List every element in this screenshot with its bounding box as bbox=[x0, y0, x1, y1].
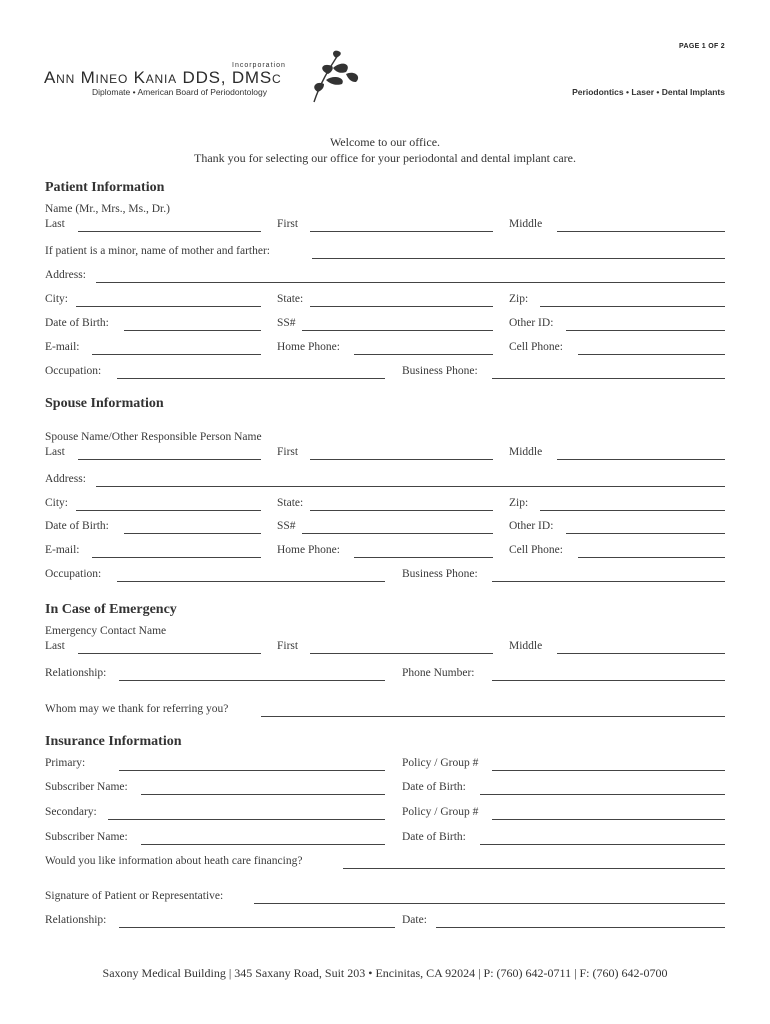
patient-last-label: Last bbox=[45, 218, 65, 230]
patient-section-title: Patient Information bbox=[45, 180, 165, 195]
insurance-dob1-label: Date of Birth: bbox=[402, 781, 466, 793]
spouse-first-label: First bbox=[277, 446, 299, 458]
emergency-relationship-field[interactable] bbox=[119, 680, 385, 681]
spouse-dob-field[interactable] bbox=[124, 533, 261, 534]
patient-dob-label: Date of Birth: bbox=[45, 317, 109, 329]
insurance-subscriber2-field[interactable] bbox=[141, 844, 385, 845]
spouse-ss-label: SS# bbox=[277, 520, 296, 532]
patient-cell-phone-field[interactable] bbox=[578, 354, 725, 355]
patient-email-label: E-mail: bbox=[45, 341, 80, 353]
patient-home-phone-label: Home Phone: bbox=[277, 341, 340, 353]
spouse-other-id-label: Other ID: bbox=[509, 520, 554, 532]
insurance-policy2-field[interactable] bbox=[492, 819, 725, 820]
patient-state-label: State: bbox=[277, 293, 304, 305]
patient-name-prompt: Name (Mr., Mrs., Ms., Dr.) bbox=[45, 203, 170, 215]
emergency-first-label: First bbox=[277, 640, 299, 652]
insurance-subscriber2-label: Subscriber Name: bbox=[45, 831, 128, 843]
emergency-last-label: Last bbox=[45, 640, 65, 652]
spouse-first-field[interactable] bbox=[310, 459, 493, 460]
signer-relationship-field[interactable] bbox=[119, 927, 395, 928]
patient-ss-field[interactable] bbox=[302, 330, 493, 331]
emergency-middle-label: Middle bbox=[509, 640, 543, 652]
insurance-dob1-field[interactable] bbox=[480, 794, 725, 795]
insurance-section-title: Insurance Information bbox=[45, 734, 182, 749]
patient-home-phone-field[interactable] bbox=[354, 354, 493, 355]
spouse-middle-label: Middle bbox=[509, 446, 543, 458]
emergency-relationship-label: Relationship: bbox=[45, 667, 107, 679]
spouse-business-phone-label: Business Phone: bbox=[402, 568, 478, 580]
practice-name: Ann Mineo Kania DDS, DMSc bbox=[44, 68, 282, 87]
patient-first-field[interactable] bbox=[310, 231, 493, 232]
financing-label: Would you like information about heath care financing? bbox=[45, 855, 303, 867]
spouse-section-title: Spouse Information bbox=[45, 396, 164, 411]
patient-business-phone-label: Business Phone: bbox=[402, 365, 478, 377]
date-field[interactable] bbox=[436, 927, 725, 928]
spouse-business-phone-field[interactable] bbox=[492, 581, 725, 582]
patient-address-field[interactable] bbox=[96, 282, 725, 283]
spouse-home-phone-label: Home Phone: bbox=[277, 544, 340, 556]
spouse-occupation-label: Occupation: bbox=[45, 568, 102, 580]
signer-relationship-label: Relationship: bbox=[45, 914, 107, 926]
office-address-footer: Saxony Medical Building | 345 Saxany Road, Suit 203 • Encinitas, CA 92024 | P: (760) 642-0711 | F: (760) 642-0700 bbox=[102, 966, 668, 980]
referral-field[interactable] bbox=[261, 716, 725, 717]
insurance-secondary-label: Secondary: bbox=[45, 806, 97, 818]
incorporation-label: Incorporation bbox=[232, 62, 286, 69]
patient-middle-label: Middle bbox=[509, 218, 543, 230]
spouse-dob-label: Date of Birth: bbox=[45, 520, 109, 532]
spouse-email-field[interactable] bbox=[92, 557, 261, 558]
patient-middle-field[interactable] bbox=[557, 231, 725, 232]
spouse-home-phone-field[interactable] bbox=[354, 557, 493, 558]
spouse-city-field[interactable] bbox=[76, 510, 261, 511]
patient-state-field[interactable] bbox=[310, 306, 493, 307]
patient-minor-field[interactable] bbox=[312, 258, 725, 259]
spouse-last-field[interactable] bbox=[78, 459, 261, 460]
spouse-middle-field[interactable] bbox=[557, 459, 725, 460]
spouse-city-label: City: bbox=[45, 497, 69, 509]
page-number: PAGE 1 OF 2 bbox=[679, 43, 725, 50]
patient-zip-field[interactable] bbox=[540, 306, 725, 307]
emergency-phone-label: Phone Number: bbox=[402, 667, 475, 679]
patient-other-id-label: Other ID: bbox=[509, 317, 554, 329]
insurance-policy2-label: Policy / Group # bbox=[402, 806, 479, 818]
insurance-dob2-field[interactable] bbox=[480, 844, 725, 845]
spouse-email-label: E-mail: bbox=[45, 544, 80, 556]
thanks-text: Thank you for selecting our office for your periodontal and dental implant care. bbox=[194, 151, 576, 165]
specialties-tagline: Periodontics • Laser • Dental Implants bbox=[572, 87, 725, 97]
spouse-cell-phone-field[interactable] bbox=[578, 557, 725, 558]
patient-occupation-label: Occupation: bbox=[45, 365, 102, 377]
patient-zip-label: Zip: bbox=[509, 293, 529, 305]
patient-first-label: First bbox=[277, 218, 299, 230]
date-label: Date: bbox=[402, 914, 427, 926]
patient-minor-label: If patient is a minor, name of mother and farther: bbox=[45, 245, 270, 257]
referral-label: Whom may we thank for referring you? bbox=[45, 703, 229, 715]
signature-label: Signature of Patient or Representative: bbox=[45, 890, 224, 902]
insurance-policy1-label: Policy / Group # bbox=[402, 757, 479, 769]
patient-city-field[interactable] bbox=[76, 306, 261, 307]
spouse-state-field[interactable] bbox=[310, 510, 493, 511]
emergency-last-field[interactable] bbox=[78, 653, 261, 654]
signature-field[interactable] bbox=[254, 903, 725, 904]
spouse-zip-label: Zip: bbox=[509, 497, 529, 509]
insurance-primary-field[interactable] bbox=[119, 770, 385, 771]
patient-occupation-field[interactable] bbox=[117, 378, 385, 379]
patient-address-label: Address: bbox=[45, 269, 86, 281]
spouse-state-label: State: bbox=[277, 497, 304, 509]
patient-dob-field[interactable] bbox=[124, 330, 261, 331]
patient-last-field[interactable] bbox=[78, 231, 261, 232]
patient-cell-phone-label: Cell Phone: bbox=[509, 341, 563, 353]
board-certification: Diplomate • American Board of Periodontology bbox=[92, 87, 267, 97]
welcome-text: Welcome to our office. bbox=[329, 135, 441, 149]
spouse-other-id-field[interactable] bbox=[566, 533, 725, 534]
spouse-cell-phone-label: Cell Phone: bbox=[509, 544, 563, 556]
patient-ss-label: SS# bbox=[277, 317, 296, 329]
emergency-name-prompt: Emergency Contact Name bbox=[45, 625, 167, 637]
insurance-secondary-field[interactable] bbox=[108, 819, 385, 820]
patient-email-field[interactable] bbox=[92, 354, 261, 355]
spouse-address-label: Address: bbox=[45, 473, 86, 485]
leaf-sprig-icon bbox=[306, 44, 366, 104]
spouse-address-field[interactable] bbox=[96, 486, 725, 487]
spouse-ss-field[interactable] bbox=[302, 533, 493, 534]
spouse-name-prompt: Spouse Name/Other Responsible Person Name bbox=[45, 431, 262, 443]
patient-other-id-field[interactable] bbox=[566, 330, 725, 331]
insurance-subscriber1-label: Subscriber Name: bbox=[45, 781, 128, 793]
emergency-section-title: In Case of Emergency bbox=[45, 602, 177, 617]
emergency-middle-field[interactable] bbox=[557, 653, 725, 654]
spouse-zip-field[interactable] bbox=[540, 510, 725, 511]
insurance-policy1-field[interactable] bbox=[492, 770, 725, 771]
patient-business-phone-field[interactable] bbox=[492, 378, 725, 379]
patient-city-label: City: bbox=[45, 293, 69, 305]
spouse-occupation-field[interactable] bbox=[117, 581, 385, 582]
insurance-primary-label: Primary: bbox=[45, 757, 86, 769]
spouse-last-label: Last bbox=[45, 446, 65, 458]
emergency-phone-field[interactable] bbox=[492, 680, 725, 681]
financing-field[interactable] bbox=[343, 868, 725, 869]
practice-logo bbox=[44, 58, 364, 108]
insurance-subscriber1-field[interactable] bbox=[141, 794, 385, 795]
emergency-first-field[interactable] bbox=[310, 653, 493, 654]
insurance-dob2-label: Date of Birth: bbox=[402, 831, 466, 843]
